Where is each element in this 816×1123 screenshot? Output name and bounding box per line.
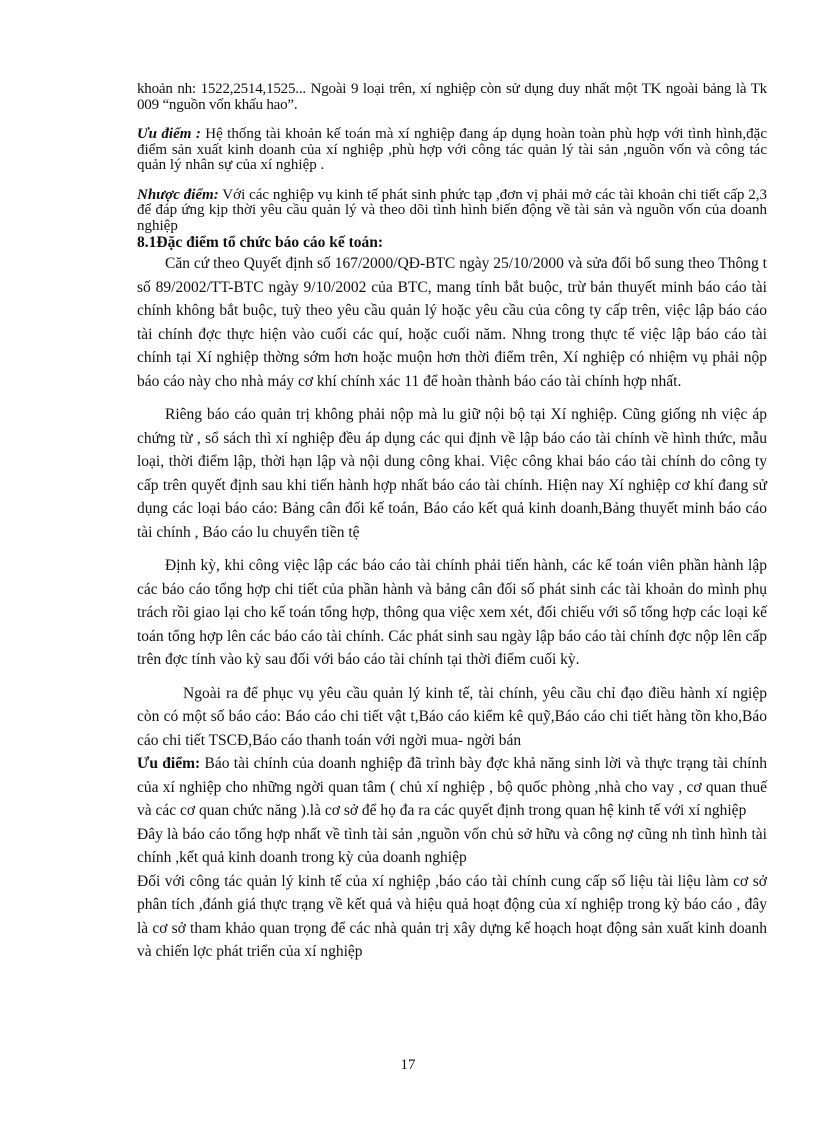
spacer bbox=[137, 174, 767, 188]
spacer bbox=[137, 393, 767, 403]
spacer bbox=[137, 544, 767, 554]
paragraph-periodic-reports: Định kỳ, khi công việc lập các báo cáo tài chính phải tiến hành, các kế toán viên phần hành lập các báo cáo tổng hợp chi tiết của phần hành và bảng cân đối số phát sinh các tài khoản do mình phụ trách rồi giao lại cho kế toán tổng hợp, thông qua việc xem xét, đối chiếu với sổ tổng hợp các loại kế toán tổng hợp lên các báo cáo tài chính. Các phát sinh sau ngày lập báo cáo tài chính đợc nộp lên cấp trên đợc tính vào kỳ sau đối với báo cáo tài chính tại thời điểm cuối kỳ. bbox=[137, 557, 767, 668]
paragraph-disadvantages bbox=[137, 188, 767, 235]
advantages-label: Ưu điểm : bbox=[137, 126, 201, 142]
advantages-reports-text: Báo tài chính của doanh nghiệp đã trình bày đợc khả năng sinh lời và thực trạng tài chính của xí nghiệp cho những ngời quan tâm ( chủ xí nghiệp , bộ quốc phòng ,nhà cho vay , cơ quan thuế và các cơ quan chức năng ).là cơ sở để họ đa ra các quyết định trong quan hệ kinh tế với xí nghiệp bbox=[137, 755, 767, 819]
disadvantages-text: Với các nghiệp vụ kinh tế phát sinh phức tạp ,đơn vị phải mở các tài khoản chi tiết cấp 2,3 để đáp ứng kịp thời yêu cầu quản lý và theo dõi tình hình biến động về tài sản và nguồn vốn của doanh nghiệp bbox=[137, 186, 768, 234]
spacer bbox=[137, 113, 767, 127]
document-page bbox=[137, 82, 767, 964]
paragraph-other-reports: Ngoài ra để phục vụ yêu cầu quản lý kinh tế, tài chính, yêu cầu chỉ đạo điều hành xí ngiệp còn có một số báo cáo: Báo cáo chi tiết vật t,Báo cáo kiểm kê quỹ,Báo cáo chi tiết hàng tồn kho,Báo cáo chi tiết TSCĐ,Báo cáo thanh toán với ngời mua- ngời bán bbox=[137, 684, 767, 749]
paragraph-legal-basis: Căn cứ theo Quyết định số 167/2000/QĐ-BTC ngày 25/10/2000 và sửa đổi bổ sung theo Thông t số 89/2002/TT-BTC ngày 9/10/2002 của BTC, mang tính bắt buộc, trừ bản thuyết minh báo cáo tài chính không bắt buộc, tuỳ theo yêu cầu quản lý hoặc yêu cầu của công ty cấp trên, việc lập báo cáo tài chính đợc thực hiện vào cuối các quí, hoặc cuối năm. Nhng trong thực tế việc lập báo cáo tài chính tại Xí nghiệp thờng sớm hơn hoặc muộn hơn thời điểm trên, Xí nghiệp có nhiệm vụ phải nộp báo cáo này cho nhà máy cơ khí chính xác 11 để hoàn thành báo cáo tài chính hợp nhất. bbox=[137, 255, 767, 390]
paragraph-management-use: Đối với công tác quản lý kinh tế của xí nghiệp ,báo cáo tài chính cung cấp số liệu tài liệu làm cơ sở phân tích ,đánh giá thực trạng về kết quả và hiệu quả hoạt động của xí nghiệp trong kỳ báo cáo , đây là cơ sở tham khảo quan trọng để các nhà quản trị xây dựng kế hoạch hoạt động sản xuất kinh doanh và chiến lợc phát triển của xí nghiệp bbox=[137, 872, 767, 960]
paragraph-accounts: khoản nh: 1522,2514,1525... Ngoài 9 loại trên, xí nghiệp còn sử dụng duy nhất một TK ngoài bảng là Tk 009 “nguồn vốn khấu hao”. bbox=[137, 81, 767, 113]
page-number: 17 bbox=[400, 1057, 416, 1073]
advantages-reports-label: Ưu điểm: bbox=[137, 755, 201, 772]
paragraph-advantages-reports bbox=[137, 752, 767, 823]
paragraph-summary: Đây là báo cáo tổng hợp nhất về tình tài sản ,nguồn vốn chủ sở hữu và công nợ cũng nh tình hình tài chính ,kết quả kinh doanh trong kỳ của doanh nghiệp bbox=[137, 825, 767, 866]
spacer bbox=[137, 672, 767, 682]
paragraph-management-reports: Riêng báo cáo quản trị không phải nộp mà lu giữ nội bộ tại Xí nghiệp. Cũng giống nh việc áp chứng từ , sổ sách thì xí nghiệp đều áp dụng các qui định về lập báo cáo tài chính về hình thức, mẫu loại, thời điểm lập, thời hạn lập và nội dung công khai. Việc công khai báo cáo tài chính do công ty cấp trên quyết định sau khi tiến hành hợp nhất báo cáo tài chính. Hiện nay Xí nghiệp cơ khí đang sử dụng các loại báo cáo: Bảng cân đối kế toán, Báo cáo kết quả kinh doanh,Bảng thuyết minh báo cáo tài chính , Báo cáo lu chuyển tiền tệ bbox=[137, 406, 767, 541]
disadvantages-label: Nhược điểm: bbox=[137, 186, 219, 203]
advantages-text: Hệ thống tài khoản kế toán mà xí nghiệp đang áp dụng hoàn toàn phù hợp với tình hình,đặc điểm sản xuất kinh doanh của xí nghiệp ,phù hợp với công tác quản lý tài sản ,nguồn vốn và công tác quản lý nhân sự của xí nghiệp . bbox=[137, 126, 767, 173]
section-heading: 8.1Đặc điểm tổ chức báo cáo kế toán: bbox=[137, 234, 384, 251]
paragraph-advantages-accounts bbox=[137, 127, 767, 174]
